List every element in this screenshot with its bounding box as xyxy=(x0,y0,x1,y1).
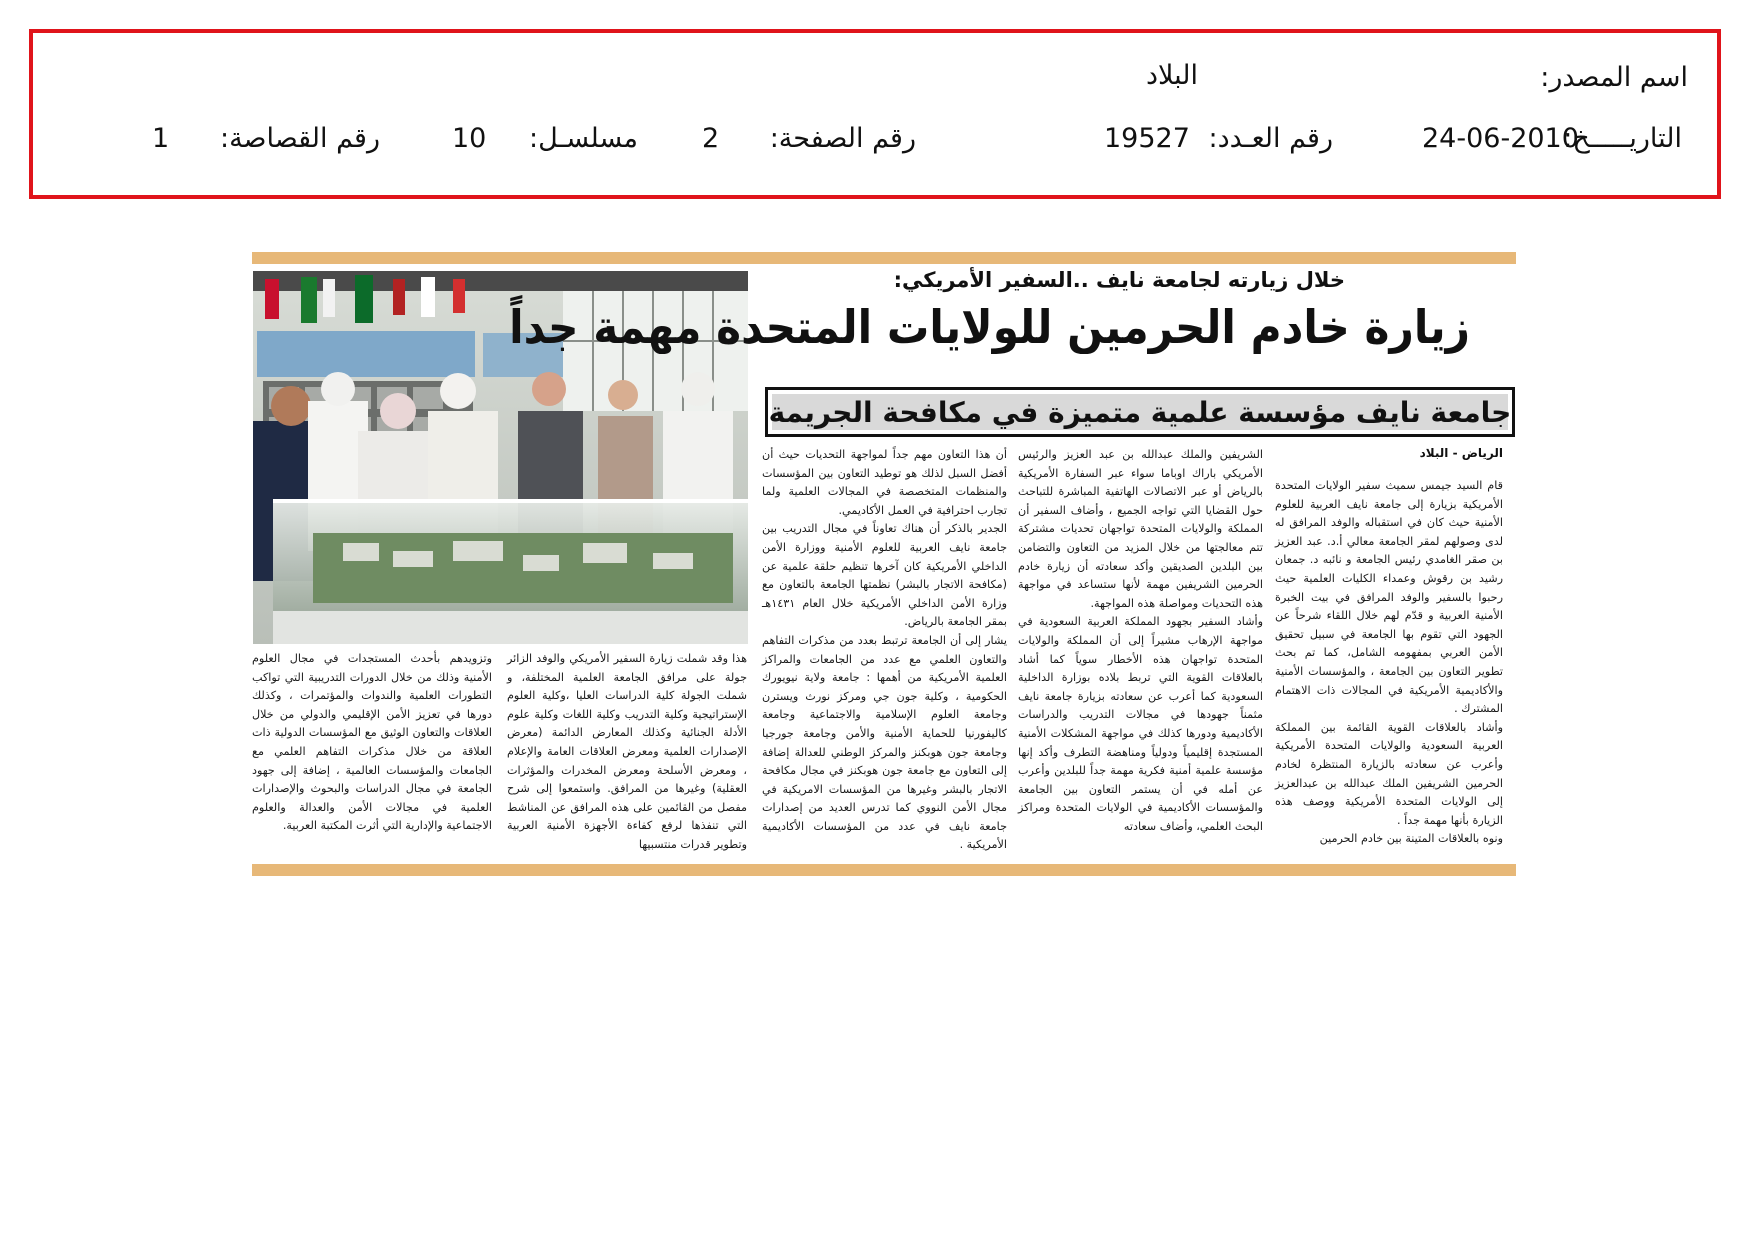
column-3-paragraph: يشار إلى أن الجامعة ترتبط بعدد من مذكرات التفاهم والتعاون العلمي مع عدد من الجامعات والمراكز العلمية الأمريكية من أهمها : جامعة ولاية نيويورك الحكومية ، وكلية جون جي ومركز نورث ويسترن وجامعة العلوم الإسلامية والاجتماعية وجامعة كاليفورنيا للحماية الأمنية والأمن وجامعة جورجيا وجامعة جون هوبكنز والمركز الوطني للعدالة إضافة إلى التعاون مع جامعة جون هوبكنز في مجال مكافحة الاتجار بالبشر وغيرها من المؤسسات الامريكية في مجال الأمن النووي كما تدرس العديد من إصدارات جامعة نايف في عدد من المؤسسات الأكاديمية الأمريكية . xyxy=(762,633,1007,852)
column-4-paragraph: هذا وقد شملت زيارة السفير الأمريكي والوفد الزائر جولة على مرافق الجامعة العلمية المختلفة، و شملت الجولة كلية الدراسات العليا ،وكلية العلوم الإستراتيجية وكلية التدريب وكلية اللغات وكلية علوم الأدلة الجنائية وكذلك المعارض الدائمة (معرض الإصدارات العلمية ومعرض العلاقات العامة والإعلام ، ومعرض الأسلحة ومعرض المخدرات والمؤثرات العقلية) وغيرها من المرافق. واستمعوا إلى شرح مفصل من القائمين على هذه المرافق عن المناشط التي تنفذها لرفع كفاءة الأجهزة الأمنية العربية وتطوير قدرات منتسبيها xyxy=(507,652,747,851)
source-value: البلاد xyxy=(1145,60,1198,91)
article-column-5 xyxy=(252,650,492,836)
page-value: 2 xyxy=(702,123,720,154)
column-3-paragraph: أن هذا التعاون مهم جداً لمواجهة التحديات حيث أن أفضل السبل لذلك هو توطيد التعاون بين المؤسسات والمنظمات المتخصصة في المجالات العلمية ولما تجارب احترافية في العمل الأكاديمي. xyxy=(762,448,1007,517)
article-kicker: خلال زيارته لجامعة نايف ..السفير الأمريكي: xyxy=(893,268,1345,292)
column-5-paragraph: وتزويدهم بأحدث المستجدات في مجال العلوم الأمنية وذلك من خلال الدورات التدريبية التي تواكب التطورات العلمية والندوات والمؤتمرات ، وكذلك دورها في تعزيز الأمن الإقليمي والدولي من خلال العلاقات والتعاون الوثيق مع المؤسسات الدولية ذات العلاقة من خلال مذكرات التفاهم العلمي مع الجامعات والمؤسسات العالمية ، إضافة إلى جهود الجامعة في مجال الدراسات والبحوث والإصدارات العلمية في مجالات الأمن والعدالة والعلوم الاجتماعية والإدارية التي أثرت المكتبة العربية. xyxy=(252,652,492,833)
clipping-info-box xyxy=(29,29,1721,199)
column-3-paragraph: الجدير بالذكر أن هناك تعاوناً في مجال التدريب بين جامعة نايف العربية للعلوم الأمنية ووزارة الأمن الداخلي الأمريكية كان آخرها تنظيم حلقة علمية عن (مكافحة الاتجار بالبشر) نظمتها الجامعة بالتعاون مع وزارة الأمن الداخلي الأمريكية خلال العام ١٤٣١هـ بمقر الجامعة بالرياض. xyxy=(762,522,1007,629)
article-column-3 xyxy=(762,446,1007,855)
date-value: 24-06-2010 xyxy=(1422,123,1579,154)
article-subheadline: جامعة نايف مؤسسة علمية متميزة في مكافحة الجريمة xyxy=(768,395,1512,429)
date-label: التاريـــــخ: xyxy=(1563,123,1682,154)
page-label: رقم الصفحة: xyxy=(769,123,916,154)
column-1-paragraph: ونوه بالعلاقات المتينة بين خادم الحرمين xyxy=(1319,832,1503,846)
clipping-bottom-band xyxy=(252,864,1516,876)
clip-value: 1 xyxy=(152,123,170,154)
serial-value: 10 xyxy=(452,123,487,154)
subheadline-box xyxy=(765,387,1515,437)
article-column-2 xyxy=(1018,446,1263,836)
column-2-paragraph: الشريفين والملك عبدالله بن عبد العزيز والرئيس الأمريكي باراك اوباما سواء عبر السفارة الأمريكية بالرياض أو عبر الاتصالات الهاتفية المباشرة للتباحث حول القضايا التي تواجه الجميع ، وأضاف السفير أن المملكة والولايات المتحدة تواجهان تحديات مشتركة تتم معالجتها من خلال المزيد من التعاون والتضامن بين البلدين الصديقين وأكد سعادته أن زيارة خادم الحرمين الشريفين مهمة لأنها ستساعد في مواجهة هذه التحديات ومواصلة هذه المواجهة. xyxy=(1018,448,1263,610)
article-headline: زيارة خادم الحرمين للولايات المتحدة مهمة جداً xyxy=(509,300,1471,354)
article-byline: الرياض - البلاد xyxy=(1419,446,1503,460)
issue-value: 19527 xyxy=(1104,123,1190,154)
column-1-paragraph: وأشاد بالعلاقات القوية القائمة بين المملكة العربية السعودية والولايات المتحدة الأمريكية وأعرب عن سعادته بالزيارة المنتظرة لخادم الحرمين الشريفين الملك عبدالله بن عبدالعزيز إلى الولايات المتحدة الأمريكية ووصف هذه الزيارة بأنها مهمة جداً . xyxy=(1275,720,1503,827)
column-2-paragraph: وأشاد السفير بجهود المملكة العربية السعودية في مواجهة الإرهاب مشيراً إلى أن المملكة والولايات المتحدة تواجهان هذه الأخطار سوياً كما أشاد بالعلاقات القوية التي تربط بلاده بوزارة الداخلية السعودية كما أعرب عن سعادته بزيارة جامعة نايف مثمناً جهودها في مجالات التدريب والدراسات الأكاديمية ودورها كذلك في مواجهة المشكلات الأمنية المستجدة إقليمياً ودولياً ومناهضة التطرف وأكد إنها مؤسسة علمية أمنية فكرية مهمة جداً للبلدين وأعرب عن أمله في أن يستمر التعاون بين الجامعة والمؤسسات الأكاديمية في الولايات المتحدة ومراكز البحث العلمي، وأضاف سعادته xyxy=(1018,615,1263,833)
article-column-1 xyxy=(1275,477,1503,849)
clipping-top-band xyxy=(252,252,1516,264)
serial-label: مسلسـل: xyxy=(528,123,638,154)
source-label: اسم المصدر: xyxy=(1540,62,1688,93)
column-1-paragraph: قام السيد جيمس سميث سفير الولايات المتحدة الأمريكية بزيارة إلى جامعة نايف العربية للعلوم الأمنية حيث كان في استقباله والوفد المرافق له لدى وصولهم لمقر الجامعة معالي أ.د. عبد العزيز بن صقر الغامدي رئيس الجامعة و نائبه د. جمعان رشيد بن رقوش وعمداء الكليات العلمية حيث رحبوا بالسفير والوفد المرافق في بيت الخبرة الأمنية العربية و قدّم لهم خلال اللقاء شرحاً عن الجهود التي تقوم بها الجامعة في سبيل تحقيق الأمن العربي بمفهومه الشامل، كما تم بحث تطوير التعاون بين الجامعة ، والمؤسسات الأمنية والأكاديمية الأمريكية في المجالات ذات الاهتمام المشترك . xyxy=(1275,479,1503,716)
issue-label: رقم العـدد: xyxy=(1208,123,1333,154)
clip-label: رقم القصاصة: xyxy=(219,123,380,154)
article-column-4 xyxy=(507,650,747,855)
